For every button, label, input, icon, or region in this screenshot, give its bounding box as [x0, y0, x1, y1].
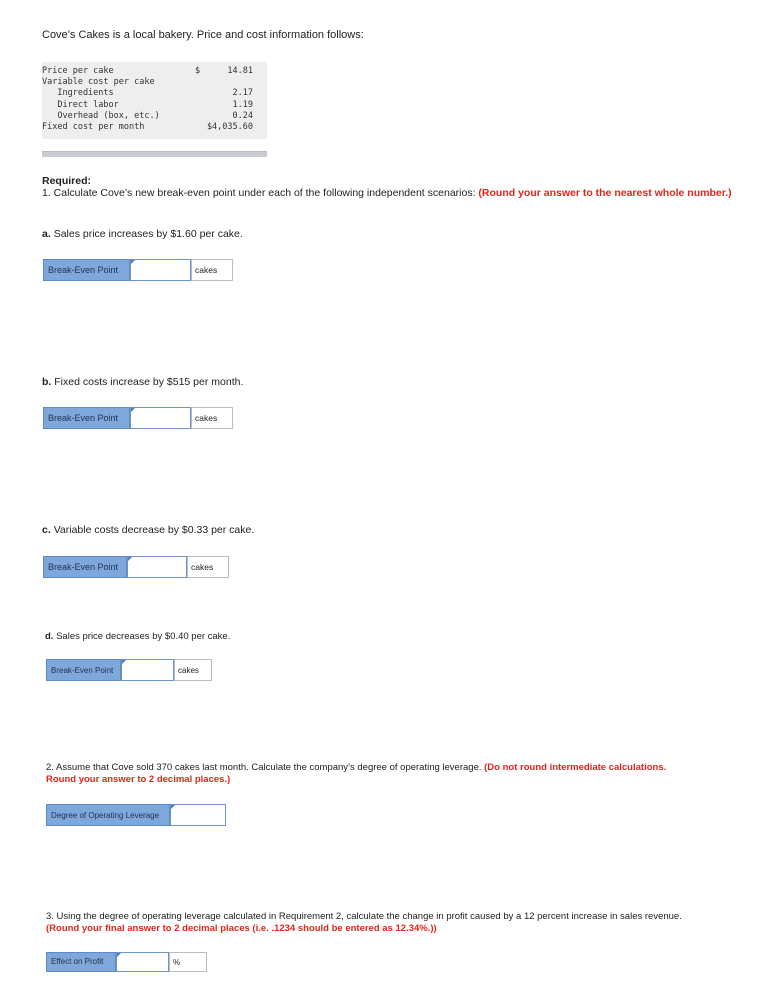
unit-label: cakes: [191, 259, 233, 281]
part-a-answer-row: [43, 259, 233, 281]
percent-unit-label: %: [169, 952, 207, 972]
question-1: [42, 187, 732, 200]
dol-input[interactable]: [170, 804, 226, 826]
part-d-answer-row: [46, 659, 212, 681]
question-3: [46, 911, 696, 935]
effect-on-profit-label: Effect on Profit: [46, 952, 116, 972]
question-3-answer-row: [46, 952, 207, 972]
question-2-text: 2. Assume that Cove sold 370 cakes last month. Calculate the company’s degree of operating leverage.: [46, 762, 482, 773]
part-b-answer-row: [43, 407, 233, 429]
break-even-label: Break-Even Point: [46, 659, 121, 681]
required-heading: Required:: [42, 175, 92, 187]
break-even-label: Break-Even Point: [43, 407, 130, 429]
part-a-text: Sales price increases by $1.60 per cake.: [53, 228, 243, 240]
question-2-note: (Do not round intermediate calculations. Round your answer to 2 decimal places.): [46, 762, 667, 785]
question-1-note: (Round your answer to the nearest whole number.): [478, 187, 732, 199]
effect-on-profit-input[interactable]: [116, 952, 169, 972]
cost-currency: [195, 100, 205, 111]
part-b-prompt: [42, 376, 243, 388]
dol-label: Degree of Operating Leverage: [46, 804, 170, 826]
part-b-letter: b.: [42, 376, 52, 388]
unit-label: cakes: [191, 407, 233, 429]
cost-currency: [195, 77, 205, 88]
question-3-text: 3. Using the degree of operating leverage calculated in Requirement 2, calculate the change in profit caused by a 12 percent increase in sales revenue.: [46, 911, 682, 922]
cost-value: 0.24: [232, 110, 253, 121]
cost-value: [205, 77, 253, 88]
break-even-label: Break-Even Point: [43, 259, 130, 281]
cost-table: [42, 62, 267, 139]
cost-label: Direct labor: [42, 99, 119, 110]
cost-row-fixed: [42, 122, 267, 133]
part-d-prompt: [45, 631, 230, 642]
cost-currency: [195, 111, 205, 122]
cost-value: 1.19: [232, 99, 253, 110]
cost-label: Price per cake: [42, 66, 114, 76]
cost-label: Overhead (box, etc.): [42, 110, 160, 121]
part-b-text: Fixed costs increase by $515 per month.: [54, 376, 244, 388]
part-d-break-even-input[interactable]: [121, 659, 174, 681]
cost-row-overhead: [42, 111, 267, 122]
part-c-letter: c.: [42, 524, 51, 536]
part-c-break-even-input[interactable]: [127, 556, 187, 578]
cost-label: Fixed cost per month: [42, 122, 145, 133]
cost-row-variable: [42, 77, 267, 88]
part-c-text: Variable costs decrease by $0.33 per cake.: [53, 524, 255, 536]
part-a-break-even-input[interactable]: [130, 259, 191, 281]
part-d-letter: d.: [45, 631, 54, 642]
unit-label: cakes: [187, 556, 229, 578]
cost-label: Variable cost per cake: [42, 77, 155, 88]
question-2-answer-row: [46, 804, 226, 826]
unit-label: cakes: [174, 659, 212, 681]
part-a-letter: a.: [42, 228, 51, 240]
cost-row-price: [42, 66, 267, 77]
part-b-break-even-input[interactable]: [130, 407, 191, 429]
break-even-label: Break-Even Point: [43, 556, 127, 578]
part-a-prompt: [42, 228, 243, 240]
part-d-text: Sales price decreases by $0.40 per cake.: [56, 631, 231, 642]
cost-currency: [195, 122, 205, 133]
cost-currency: $: [195, 66, 201, 76]
cost-label: Ingredients: [42, 88, 114, 99]
question-3-note: (Round your final answer to 2 decimal places (i.e. .1234 should be entered as 12.34%.)): [46, 923, 437, 934]
cost-row-labor: [42, 100, 267, 111]
part-c-prompt: [42, 524, 254, 536]
intro-text: Cove’s Cakes is a local bakery. Price and cost information follows:: [42, 29, 364, 41]
cost-currency: [195, 88, 205, 99]
question-2: [46, 762, 696, 786]
cost-value: 14.81: [227, 66, 253, 76]
part-c-answer-row: [43, 556, 229, 578]
question-1-text: 1. Calculate Cove’s new break-even point under each of the following independent scenarios:: [42, 187, 476, 199]
cost-value: 2.17: [232, 88, 253, 99]
table-scrollbar[interactable]: [42, 151, 267, 157]
cost-value: $4,035.60: [206, 122, 253, 133]
cost-row-ingredients: [42, 88, 267, 99]
